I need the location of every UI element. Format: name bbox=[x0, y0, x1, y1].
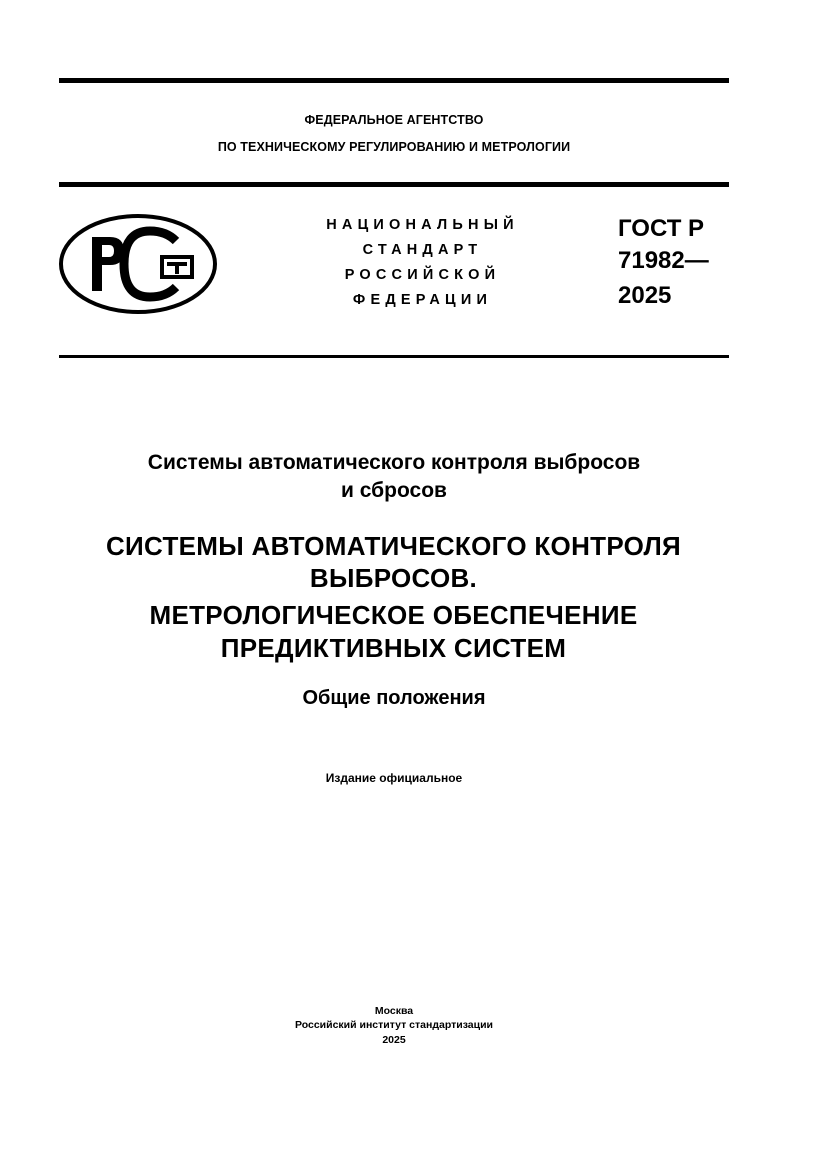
national-standard-line-4: ФЕДЕРАЦИИ bbox=[352, 292, 493, 308]
imprint-year: 2025 bbox=[382, 1034, 406, 1046]
middle-rule bbox=[59, 182, 729, 187]
document-title-line-3: МЕТРОЛОГИЧЕСКОЕ ОБЕСПЕЧЕНИЕ bbox=[149, 600, 638, 630]
imprint-publisher: Российский институт стандартизации bbox=[294, 1019, 494, 1031]
edition-note: Издание официальное bbox=[325, 771, 463, 785]
document-title-line-4: ПРЕДИКТИВНЫХ СИСТЕМ bbox=[220, 633, 567, 663]
document-title-line-2: ВЫБРОСОВ. bbox=[309, 563, 478, 593]
topic-heading-line-2: и сбросов bbox=[341, 479, 447, 502]
standard-designation-line-1: ГОСТ Р bbox=[618, 215, 705, 242]
agency-name-line-1: ФЕДЕРАЛЬНОЕ АГЕНТСТВО bbox=[304, 113, 484, 127]
national-standard-line-2: СТАНДАРТ bbox=[362, 242, 483, 258]
national-standard-line-3: РОССИЙСКОЙ bbox=[344, 267, 501, 283]
agency-name-line-2: ПО ТЕХНИЧЕСКОМУ РЕГУЛИРОВАНИЮ И МЕТРОЛОГИИ bbox=[217, 140, 571, 154]
top-rule bbox=[59, 78, 729, 83]
standard-designation-line-2: 71982— bbox=[618, 247, 709, 274]
topic-heading-line-1: Системы автоматического контроля выбросов bbox=[147, 451, 641, 474]
document-subtitle: Общие положения bbox=[302, 687, 486, 709]
gost-r-logo-icon bbox=[58, 213, 218, 315]
national-standard-line-1: НАЦИОНАЛЬНЫЙ bbox=[326, 217, 519, 233]
imprint-city: Москва bbox=[374, 1005, 414, 1017]
bottom-rule bbox=[59, 355, 729, 358]
standard-designation-line-3: 2025 bbox=[618, 282, 672, 309]
document-title-line-1: СИСТЕМЫ АВТОМАТИЧЕСКОГО КОНТРОЛЯ bbox=[105, 531, 682, 561]
